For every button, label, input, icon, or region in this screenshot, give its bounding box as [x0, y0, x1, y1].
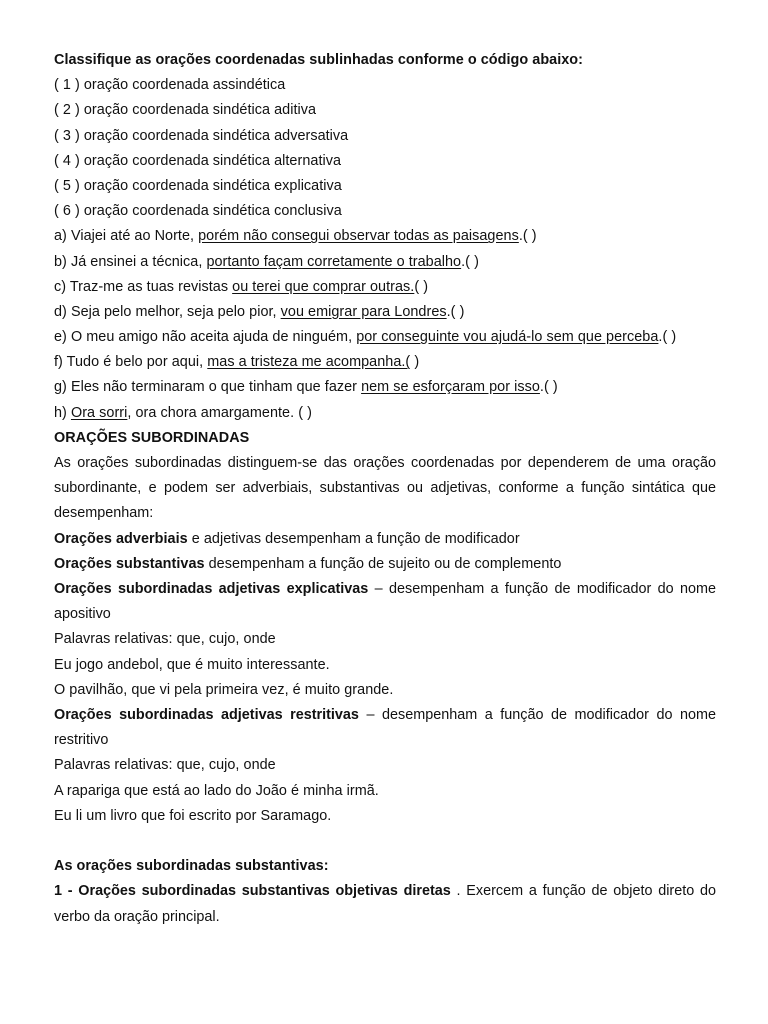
code-item: ( 1 ) oração coordenada assindética: [54, 77, 286, 94]
answer-blank: .( ): [658, 329, 677, 346]
exercise-item-e: [54, 325, 716, 350]
answer-blank: .( ): [461, 253, 479, 270]
definition-objetivas-diretas: [54, 879, 716, 929]
underlined-clause: portanto façam corretamente o trabalho: [206, 253, 462, 270]
answer-blank: .( ): [446, 303, 465, 320]
definition-adverbiais: [54, 527, 716, 552]
subsection-title: As orações subordinadas substantivas:: [54, 858, 329, 875]
document-page: [54, 48, 716, 930]
definition-term: Orações adverbiais: [54, 530, 188, 547]
underlined-clause: porém não consegui observar todas as paisagens: [198, 228, 519, 245]
exercise-item-g: [54, 375, 716, 400]
exercise-item-a: [54, 224, 716, 249]
answer-blank: .( ): [518, 228, 537, 245]
underlined-clause: ou terei que comprar outras.: [232, 278, 415, 295]
exercise-item-d: [54, 300, 716, 325]
definition-restritivas: [54, 703, 716, 753]
example-line: Eu jogo andebol, que é muito interessante.: [54, 656, 330, 673]
exercise-text: f) Tudo é belo por aqui,: [54, 354, 208, 371]
example-line: O pavilhão, que vi pela primeira vez, é muito grande.: [54, 681, 394, 698]
definition-term: Orações subordinadas adjetivas explicativas: [54, 580, 369, 597]
definition-substantivas: [54, 552, 716, 577]
code-item: ( 6 ) oração coordenada sindética conclusiva: [54, 203, 342, 220]
exercise-text: c) Traz-me as tuas revistas: [54, 278, 233, 295]
underlined-clause: vou emigrar para Londres: [280, 303, 447, 320]
underlined-clause: mas a tristeza me acompanha.(: [207, 354, 411, 371]
answer-blank: .( ): [539, 379, 558, 396]
underlined-clause: Ora sorri: [70, 404, 128, 421]
example-line: Palavras relativas: que, cujo, onde: [54, 757, 276, 774]
underlined-clause: nem se esforçaram por isso: [361, 379, 540, 396]
answer-blank: , ora chora amargamente. ( ): [127, 404, 312, 421]
exercise-text: g) Eles não terminaram o que tinham que fazer: [54, 379, 362, 396]
example-line: Palavras relativas: que, cujo, onde: [54, 631, 276, 648]
definition-term: 1 - Orações subordinadas substantivas objetivas diretas: [54, 883, 451, 900]
example-line: A rapariga que está ao lado do João é minha irmã.: [54, 782, 379, 799]
section-title: ORAÇÕES SUBORDINADAS: [54, 429, 250, 446]
code-item: ( 2 ) oração coordenada sindética aditiva: [54, 102, 317, 119]
definition-term: Orações substantivas: [54, 555, 205, 572]
code-item: ( 3 ) oração coordenada sindética adversativa: [54, 127, 349, 144]
exercise-item-b: [54, 250, 716, 275]
exercise-instruction: Classifique as orações coordenadas sublinhadas conforme o código abaixo:: [54, 52, 583, 68]
exercise-text: a) Viajei até ao Norte,: [54, 228, 199, 245]
definition-text: . Exercem a função de objeto direto do verbo da oração principal.: [54, 883, 716, 925]
exercise-item-c: [54, 275, 716, 300]
underlined-clause: por conseguinte vou ajudá-lo sem que perceba: [356, 329, 659, 346]
answer-blank: ): [410, 354, 420, 371]
code-item: ( 4 ) oração coordenada sindética alternativa: [54, 152, 342, 169]
example-line: Eu li um livro que foi escrito por Saramago.: [54, 807, 332, 824]
answer-blank: ( ): [414, 278, 429, 295]
exercise-text: b) Já ensinei a técnica,: [54, 253, 207, 270]
exercise-text: d) Seja pelo melhor, seja pelo pior,: [54, 303, 281, 320]
blank-line: [54, 829, 716, 854]
code-item: ( 5 ) oração coordenada sindética explicativa: [54, 177, 342, 194]
definition-text: – desempenham a função de modificador do nome apositivo: [54, 580, 716, 623]
definition-text: – desempenham a função de modificador do nome restritivo: [54, 706, 717, 749]
exercise-item-h: [54, 401, 716, 426]
definition-text: e adjetivas desempenham a função de modificador: [187, 530, 520, 547]
definition-explicativas: [54, 577, 716, 627]
definition-term: Orações subordinadas adjetivas restritivas: [54, 706, 359, 723]
definition-text: desempenham a função de sujeito ou de complemento: [204, 555, 562, 572]
exercise-text: e) O meu amigo não aceita ajuda de ninguém,: [54, 329, 357, 346]
exercise-text: h): [54, 404, 71, 421]
intro-paragraph: As orações subordinadas distinguem-se das orações coordenadas por dependerem de uma oração subordinante, e podem ser adverbiais, substantivas ou adjetivas, conforme a função sintática que desempenham:: [54, 455, 716, 522]
exercise-item-f: [54, 350, 716, 375]
